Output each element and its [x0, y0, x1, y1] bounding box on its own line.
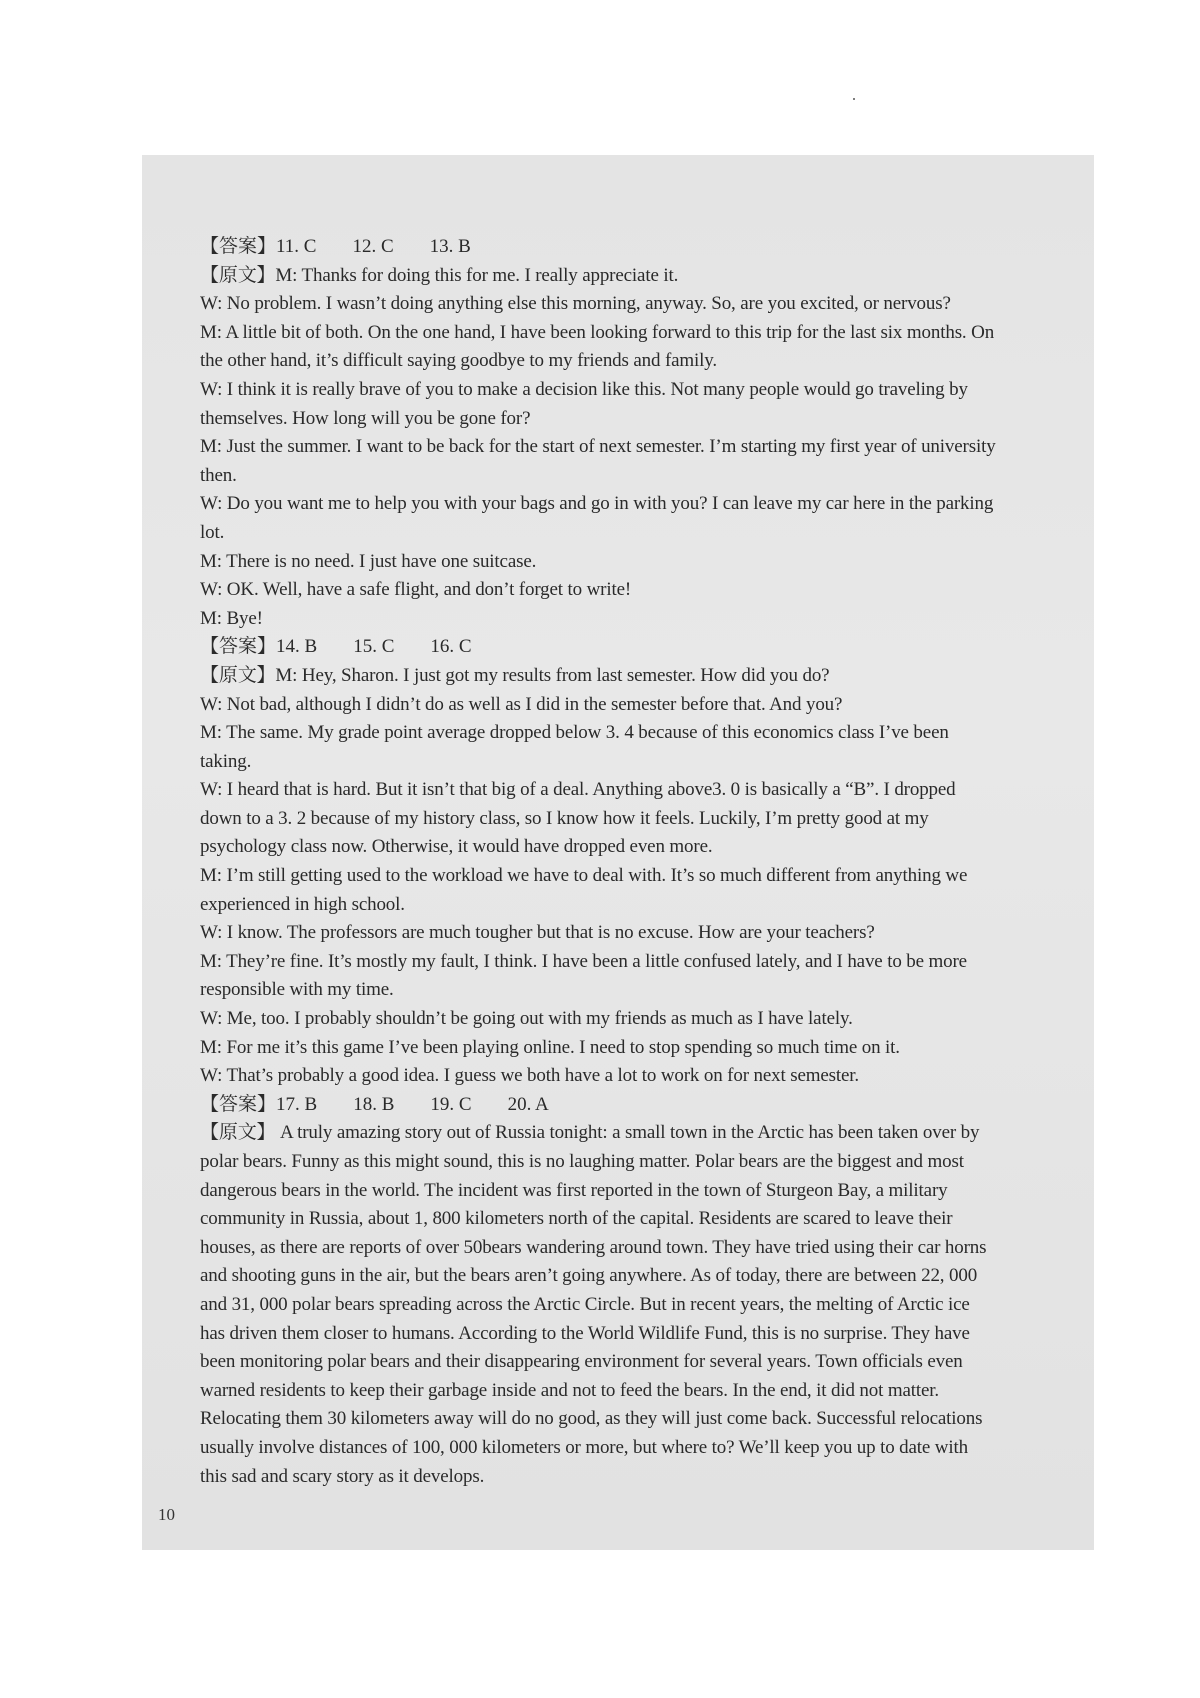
answer-item: 19. C	[430, 1093, 472, 1115]
transcript-line	[200, 490, 1080, 519]
transcript-line	[200, 805, 1080, 834]
transcript-line	[200, 776, 1080, 805]
answer-item: 16. C	[430, 636, 472, 658]
transcript-line	[200, 576, 1080, 605]
transcript-body	[200, 233, 1080, 1491]
transcript-line	[200, 548, 1080, 577]
answer-item: 20. A	[507, 1093, 549, 1115]
line-text: responsible with my time.	[200, 979, 394, 1001]
transcript-line	[200, 662, 1080, 691]
line-text: down to a 3. 2 because of my history class, so I know how it feels. Luckily, I’m pretty good at my	[200, 807, 929, 829]
answer-item: 18. B	[353, 1093, 395, 1115]
answer-line	[200, 1091, 1080, 1120]
line-text: W: That’s probably a good idea. I guess we both have a lot to work on for next semester.	[200, 1065, 860, 1087]
transcript-line	[200, 891, 1080, 920]
line-text: experienced in high school.	[200, 893, 405, 915]
transcript-line	[200, 1405, 1080, 1434]
answer-item: 14. B	[276, 636, 318, 658]
line-text: dangerous bears in the world. The incident was first reported in the town of Sturgeon Bay, a military	[200, 1179, 948, 1201]
line-text: warned residents to keep their garbage inside and not to feed the bears. In the end, it did not matter.	[200, 1379, 940, 1401]
transcript-line	[200, 691, 1080, 720]
line-text: M: The same. My grade point average dropped below 3. 4 because of this economics class I’ve been	[200, 722, 949, 744]
transcript-line	[200, 1148, 1080, 1177]
original-text-tag: 【原文】	[200, 664, 276, 686]
line-text: W: I think it is really brave of you to make a decision like this. Not many people would go traveling by	[200, 378, 968, 400]
line-text: W: Me, too. I probably shouldn’t be going out with my friends as much as I have lately.	[200, 1008, 853, 1030]
line-text: W: Do you want me to help you with your bags and go in with you? I can leave my car here in the parking	[200, 493, 994, 515]
transcript-line	[200, 1177, 1080, 1206]
line-text: and shooting guns in the air, but the bears aren’t going anywhere. As of today, there are between 22, 000	[200, 1265, 978, 1287]
transcript-line	[200, 948, 1080, 977]
answer-item: 12. C	[352, 236, 394, 257]
transcript-line	[200, 833, 1080, 862]
transcript-line	[200, 1434, 1080, 1463]
transcript-line	[200, 1348, 1080, 1377]
line-text: M: For me it’s this game I’ve been playing online. I need to stop spending so much time on it.	[200, 1036, 900, 1058]
line-text: the other hand, it’s difficult saying goodbye to my friends and family.	[200, 350, 718, 372]
line-text: Relocating them 30 kilometers away will do no good, as they will just come back. Successful relocations	[200, 1408, 983, 1430]
line-text: M: A little bit of both. On the one hand, I have been looking forward to this trip for the last six months. On	[200, 321, 995, 343]
line-text: A truly amazing story out of Russia tonight: a small town in the Arctic has been taken over by	[275, 1122, 980, 1144]
line-text: M: They’re fine. It’s mostly my fault, I think. I have been a little confused lately, and I have to be more	[200, 950, 967, 972]
line-text: polar bears. Funny as this might sound, this is no laughing matter. Polar bears are the biggest and most	[200, 1151, 964, 1172]
line-text: lot.	[200, 521, 225, 543]
transcript-line	[200, 262, 1080, 291]
transcript-line	[200, 433, 1080, 462]
line-text: W: I know. The professors are much tougher but that is no excuse. How are your teachers?	[200, 922, 875, 944]
transcript-line	[200, 919, 1080, 948]
answer-item: 17. B	[276, 1093, 318, 1115]
transcript-line	[200, 1005, 1080, 1034]
transcript-line	[200, 719, 1080, 748]
answer-tag: 【答案】	[200, 636, 277, 658]
transcript-line	[200, 1377, 1080, 1406]
transcript-line	[200, 976, 1080, 1005]
line-text: taking.	[200, 750, 252, 772]
transcript-line	[200, 1291, 1080, 1320]
answer-item: 13. B	[429, 236, 471, 257]
line-text: community in Russia, about 1, 800 kilometers north of the capital. Residents are scared to leave their	[200, 1208, 953, 1230]
transcript-line	[200, 290, 1080, 319]
answer-line	[200, 233, 1080, 262]
line-text: themselves. How long will you be gone for?	[200, 407, 531, 429]
transcript-line	[200, 1234, 1080, 1263]
transcript-line	[200, 519, 1080, 548]
transcript-line	[200, 1062, 1080, 1091]
line-text: houses, as there are reports of over 50bears wandering around town. They have tried using their car horns	[200, 1236, 987, 1258]
scanned-page	[142, 155, 1094, 1550]
transcript-line	[200, 605, 1080, 634]
line-text: M: Just the summer. I want to be back for the start of next semester. I’m starting my first year of university	[200, 436, 996, 458]
answer-line	[200, 633, 1080, 662]
line-text: W: OK. Well, have a safe flight, and don’t forget to write!	[200, 579, 632, 601]
transcript-line	[200, 1262, 1080, 1291]
line-text: W: No problem. I wasn’t doing anything else this morning, anyway. So, are you excited, or nervous?	[200, 293, 951, 315]
transcript-line	[200, 347, 1080, 376]
line-text: psychology class now. Otherwise, it would have dropped even more.	[200, 836, 713, 858]
line-text: M: I’m still getting used to the workload we have to deal with. It’s so much different from anything we	[200, 865, 968, 887]
transcript-line	[200, 319, 1080, 348]
transcript-line	[200, 1463, 1080, 1492]
transcript-line	[200, 405, 1080, 434]
transcript-line	[200, 462, 1080, 491]
transcript-line	[200, 748, 1080, 777]
line-text: been monitoring polar bears and their disappearing environment for several years. Town officials even	[200, 1351, 963, 1373]
line-text: has driven them closer to humans. According to the World Wildlife Fund, this is no surprise. They have	[200, 1322, 970, 1344]
line-text: M: Hey, Sharon. I just got my results from last semester. How did you do?	[275, 664, 830, 686]
page-number: 10	[158, 1505, 175, 1524]
transcript-line	[200, 862, 1080, 891]
answer-item: 15. C	[353, 636, 395, 658]
transcript-line	[200, 1320, 1080, 1349]
line-text: M: Thanks for doing this for me. I really appreciate it.	[275, 264, 679, 286]
speck	[853, 98, 855, 100]
answer-tag: 【答案】	[200, 236, 277, 257]
original-text-tag: 【原文】	[200, 1122, 276, 1144]
line-text: usually involve distances of 100, 000 kilometers or more, but where to? We’ll keep you up to date with	[200, 1436, 968, 1458]
line-text: and 31, 000 polar bears spreading across the Arctic Circle. But in recent years, the melting of Arctic ice	[200, 1293, 970, 1315]
line-text: M: There is no need. I just have one suitcase.	[200, 550, 537, 572]
answer-tag: 【答案】	[200, 1093, 277, 1115]
line-text: then.	[200, 464, 237, 486]
answer-item: 11. C	[276, 236, 317, 257]
line-text: W: Not bad, although I didn’t do as well as I did in the semester before that. And you?	[200, 693, 843, 715]
transcript-line	[200, 1034, 1080, 1063]
line-text: W: I heard that is hard. But it isn’t that big of a deal. Anything above3. 0 is basically a “B”. I dropped	[200, 779, 956, 801]
transcript-line	[200, 1205, 1080, 1234]
original-text-tag: 【原文】	[200, 264, 276, 286]
transcript-line	[200, 376, 1080, 405]
line-text: this sad and scary story as it develops.	[200, 1465, 485, 1487]
transcript-line	[200, 1119, 1080, 1148]
line-text: M: Bye!	[200, 607, 263, 629]
